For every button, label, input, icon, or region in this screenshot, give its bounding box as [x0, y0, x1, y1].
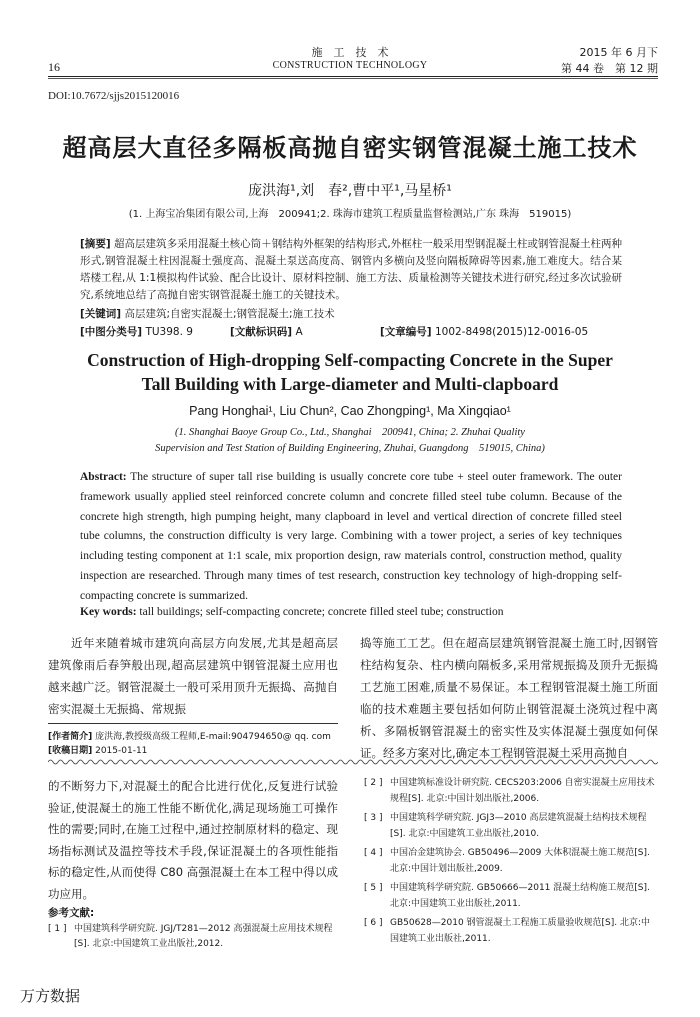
reference-text: 中国建筑科学研究院. JGJ/T281—2012 高强混凝土应用技术规程[S]. 北京:中国建筑工业出版社,2012. — [74, 924, 333, 949]
abstract-cn-label: [摘要] — [80, 238, 111, 250]
body-right-text: 捣等施工工艺。但在超高层建筑钢管混凝土施工时,因钢管柱结构复杂、柱内横向隔板多,采用常规振捣及顶升无振捣工艺施工困难,质量不易保证。本工程钢管混凝土施工所面临的技术难题主要包括如何防止钢管混凝土浇筑过程中离析、多隔板钢管混凝土的密实性及实体混凝土强度如何保证。经多方案对比,确定本工程钢管混凝土采用高抛自 — [360, 636, 658, 760]
page-number: 16 — [48, 60, 60, 74]
affiliations-en-line1: (1. Shanghai Baoye Group Co., Ltd., Shanghai 200941, China; 2. Zhuhai Quality — [175, 427, 525, 438]
reference-number: [ 6 ] — [364, 918, 383, 928]
footnote-date-label: [收稿日期] — [48, 746, 93, 756]
affiliations-cn: (1. 上海宝冶集团有限公司,上海 200941;2. 珠海市建筑工程质量监督检测站,广东 珠海 519015) — [128, 209, 572, 220]
footnote — [48, 730, 343, 758]
reference-text: 中国建筑科学研究院. JGJ3—2010 高层建筑混凝土结构技术规程[S]. 北京:中国建筑工业出版社,2010. — [390, 813, 647, 839]
continuation-left-text: 的不断努力下,对混凝土的配合比进行优化,反复进行试验验证,使混凝土的施工性能不断优化,满足现场施工可操作性的需要;同时,在施工过程中,通过控制原材料的稳定、现场指标测试及温控等技术手段,保证混凝土的各项性能指标的稳定性,从而使得 C80 高强混凝土在本工程中得以成功应用。 — [48, 779, 338, 901]
abstract-en-label: Abstract: — [80, 471, 127, 483]
reference-number: [ 5 ] — [364, 883, 383, 893]
reference-text: 中国冶金建筑协会. GB50496—2009 大体积混凝土施工规范[S]. 北京:中国计划出版社,2009. — [390, 848, 650, 874]
title-en-line1: Construction of High-dropping Self-compacting Concrete in the Super — [87, 350, 613, 370]
reference-number: [ 3 ] — [364, 813, 383, 823]
reference-item — [364, 811, 658, 842]
keywords-en — [80, 606, 622, 618]
body-left-text: 近年来随着城市建筑向高层方向发展,尤其是超高层建筑像雨后春笋般出现,超高层建筑中钢管混凝土应用也越来越广泛。钢管混凝土一般可采用顶升无振捣、高抛自密实混凝土无振捣、常规振 — [48, 636, 338, 716]
classification — [80, 324, 622, 339]
journal-name-en: CONSTRUCTION TECHNOLOGY — [272, 60, 428, 71]
keywords-cn-label: [关键词] — [80, 308, 122, 320]
keywords-en-label: Key words: — [80, 606, 137, 618]
reference-text: 中国建筑科学研究院. GB50666—2011 混凝土结构施工规范[S]. 北京:中国建筑工业出版社,2011. — [390, 883, 650, 909]
references-heading: 参考文献: — [48, 907, 95, 919]
title-en-line2: Tall Building with Large-diameter and Multi-clapboard — [141, 374, 559, 394]
journal-name-cn: 施 工 技 术 — [311, 46, 389, 59]
footnote-author-text: 庞洪海,教授级高级工程师,E-mail:904794650@ qq. com — [95, 732, 331, 742]
body-right-column — [360, 632, 658, 764]
title-cn: 超高层大直径多隔板高抛自密实钢管混凝土施工技术 — [62, 134, 638, 162]
doi: DOI:10.7672/sjjs2015120016 — [48, 90, 180, 102]
keywords-en-text: tall buildings; self-compacting concrete; concrete filled steel tube; construction — [139, 606, 504, 618]
reference-item — [364, 916, 658, 947]
reference-text: GB50628—2010 钢管混凝土工程施工质量验收规范[S]. 北京:中国建筑工业出版社,2011. — [390, 918, 651, 944]
header-rule — [48, 76, 658, 77]
article-value: 1002-8498(2015)12-0016-05 — [434, 326, 589, 338]
abstract-en-text: The structure of super tall rise building is usually concrete core tube + steel outer framework. The outer framework usually applied steel reinforced concrete column and concrete filled steel tube column. Because of the concrete high strength, high pumping height, many clapboard in level and vertical direction of concrete filled steel tube columns, the construction difficulty is very large. Combining with a tower project, a series of key techniques including testing component at 1:1 scale, mix proportion design, raw materials control, construction method, quality inspection are researched. Through many times of test research, construction key technology of high-dropping self-compacting concrete is summarized. — [80, 471, 622, 602]
footnote-author-label: [作者简介] — [48, 732, 93, 742]
references-right — [364, 776, 658, 951]
header-rule-thin — [48, 78, 658, 79]
section-wavy-separator — [48, 758, 658, 766]
reference-item — [364, 776, 658, 807]
volume-issue: 第 44 卷 第 12 期 — [561, 62, 658, 75]
clc-value: TU398. 9 — [145, 326, 193, 338]
abstract-en — [80, 468, 622, 607]
footnote-author — [48, 730, 343, 744]
abstract-cn — [80, 236, 622, 304]
reference-number: [ 4 ] — [364, 848, 383, 858]
clc-label: [中图分类号] — [80, 326, 143, 338]
authors-cn: 庞洪海¹,刘 春²,曹中平¹,马星桥¹ — [248, 183, 452, 199]
issue-date: 2015 年 6 月下 — [579, 46, 658, 59]
keywords-cn-text: 高层建筑;自密实混凝土;钢管混凝土;施工技术 — [124, 308, 335, 320]
keywords-cn — [80, 306, 622, 321]
footnote-rule — [48, 723, 338, 724]
body-left-column — [48, 632, 338, 720]
doc-label: [文献标识码] — [230, 326, 293, 338]
footnote-date-text: 2015-01-11 — [95, 746, 148, 756]
references-left — [48, 922, 340, 956]
reference-item — [48, 922, 340, 952]
authors-en: Pang Honghai¹, Liu Chun², Cao Zhongping¹, Ma Xingqiao¹ — [189, 404, 511, 418]
reference-text: 中国建筑标准设计研究院. CECS203:2006 自密实混凝土应用技术规程[S]. 北京:中国计划出版社,2006. — [390, 778, 655, 804]
watermark: 万方数据 — [20, 987, 81, 1005]
reference-number: [ 1 ] — [48, 924, 67, 934]
reference-item — [364, 846, 658, 877]
footnote-date — [48, 744, 343, 758]
reference-number: [ 2 ] — [364, 778, 383, 788]
reference-item — [364, 881, 658, 912]
doc-value: A — [295, 326, 303, 338]
abstract-cn-text: 超高层建筑多采用混凝土核心筒＋钢结构外框架的结构形式,外框柱一般采用型钢混凝土柱或钢管混凝土柱两种形式,钢管混凝土柱因混凝土强度高、混凝土泵送高度高、钢管内多横向及竖向隔板障碍等因素,施工难度大。结合某塔楼工程,从 1:1模拟构件试验、配合比设计、原材料控制、施工方法、质量检测等关键技术进行研究,经过多次试验研究,系统地总结了高抛自密实钢管混凝土施工的关键技术。 — [80, 238, 622, 301]
affiliations-en-line2: Supervision and Test Station of Building Engineering, Zhuhai, Guangdong 519015, China) — [155, 443, 545, 454]
article-label: [文章编号] — [380, 326, 432, 338]
